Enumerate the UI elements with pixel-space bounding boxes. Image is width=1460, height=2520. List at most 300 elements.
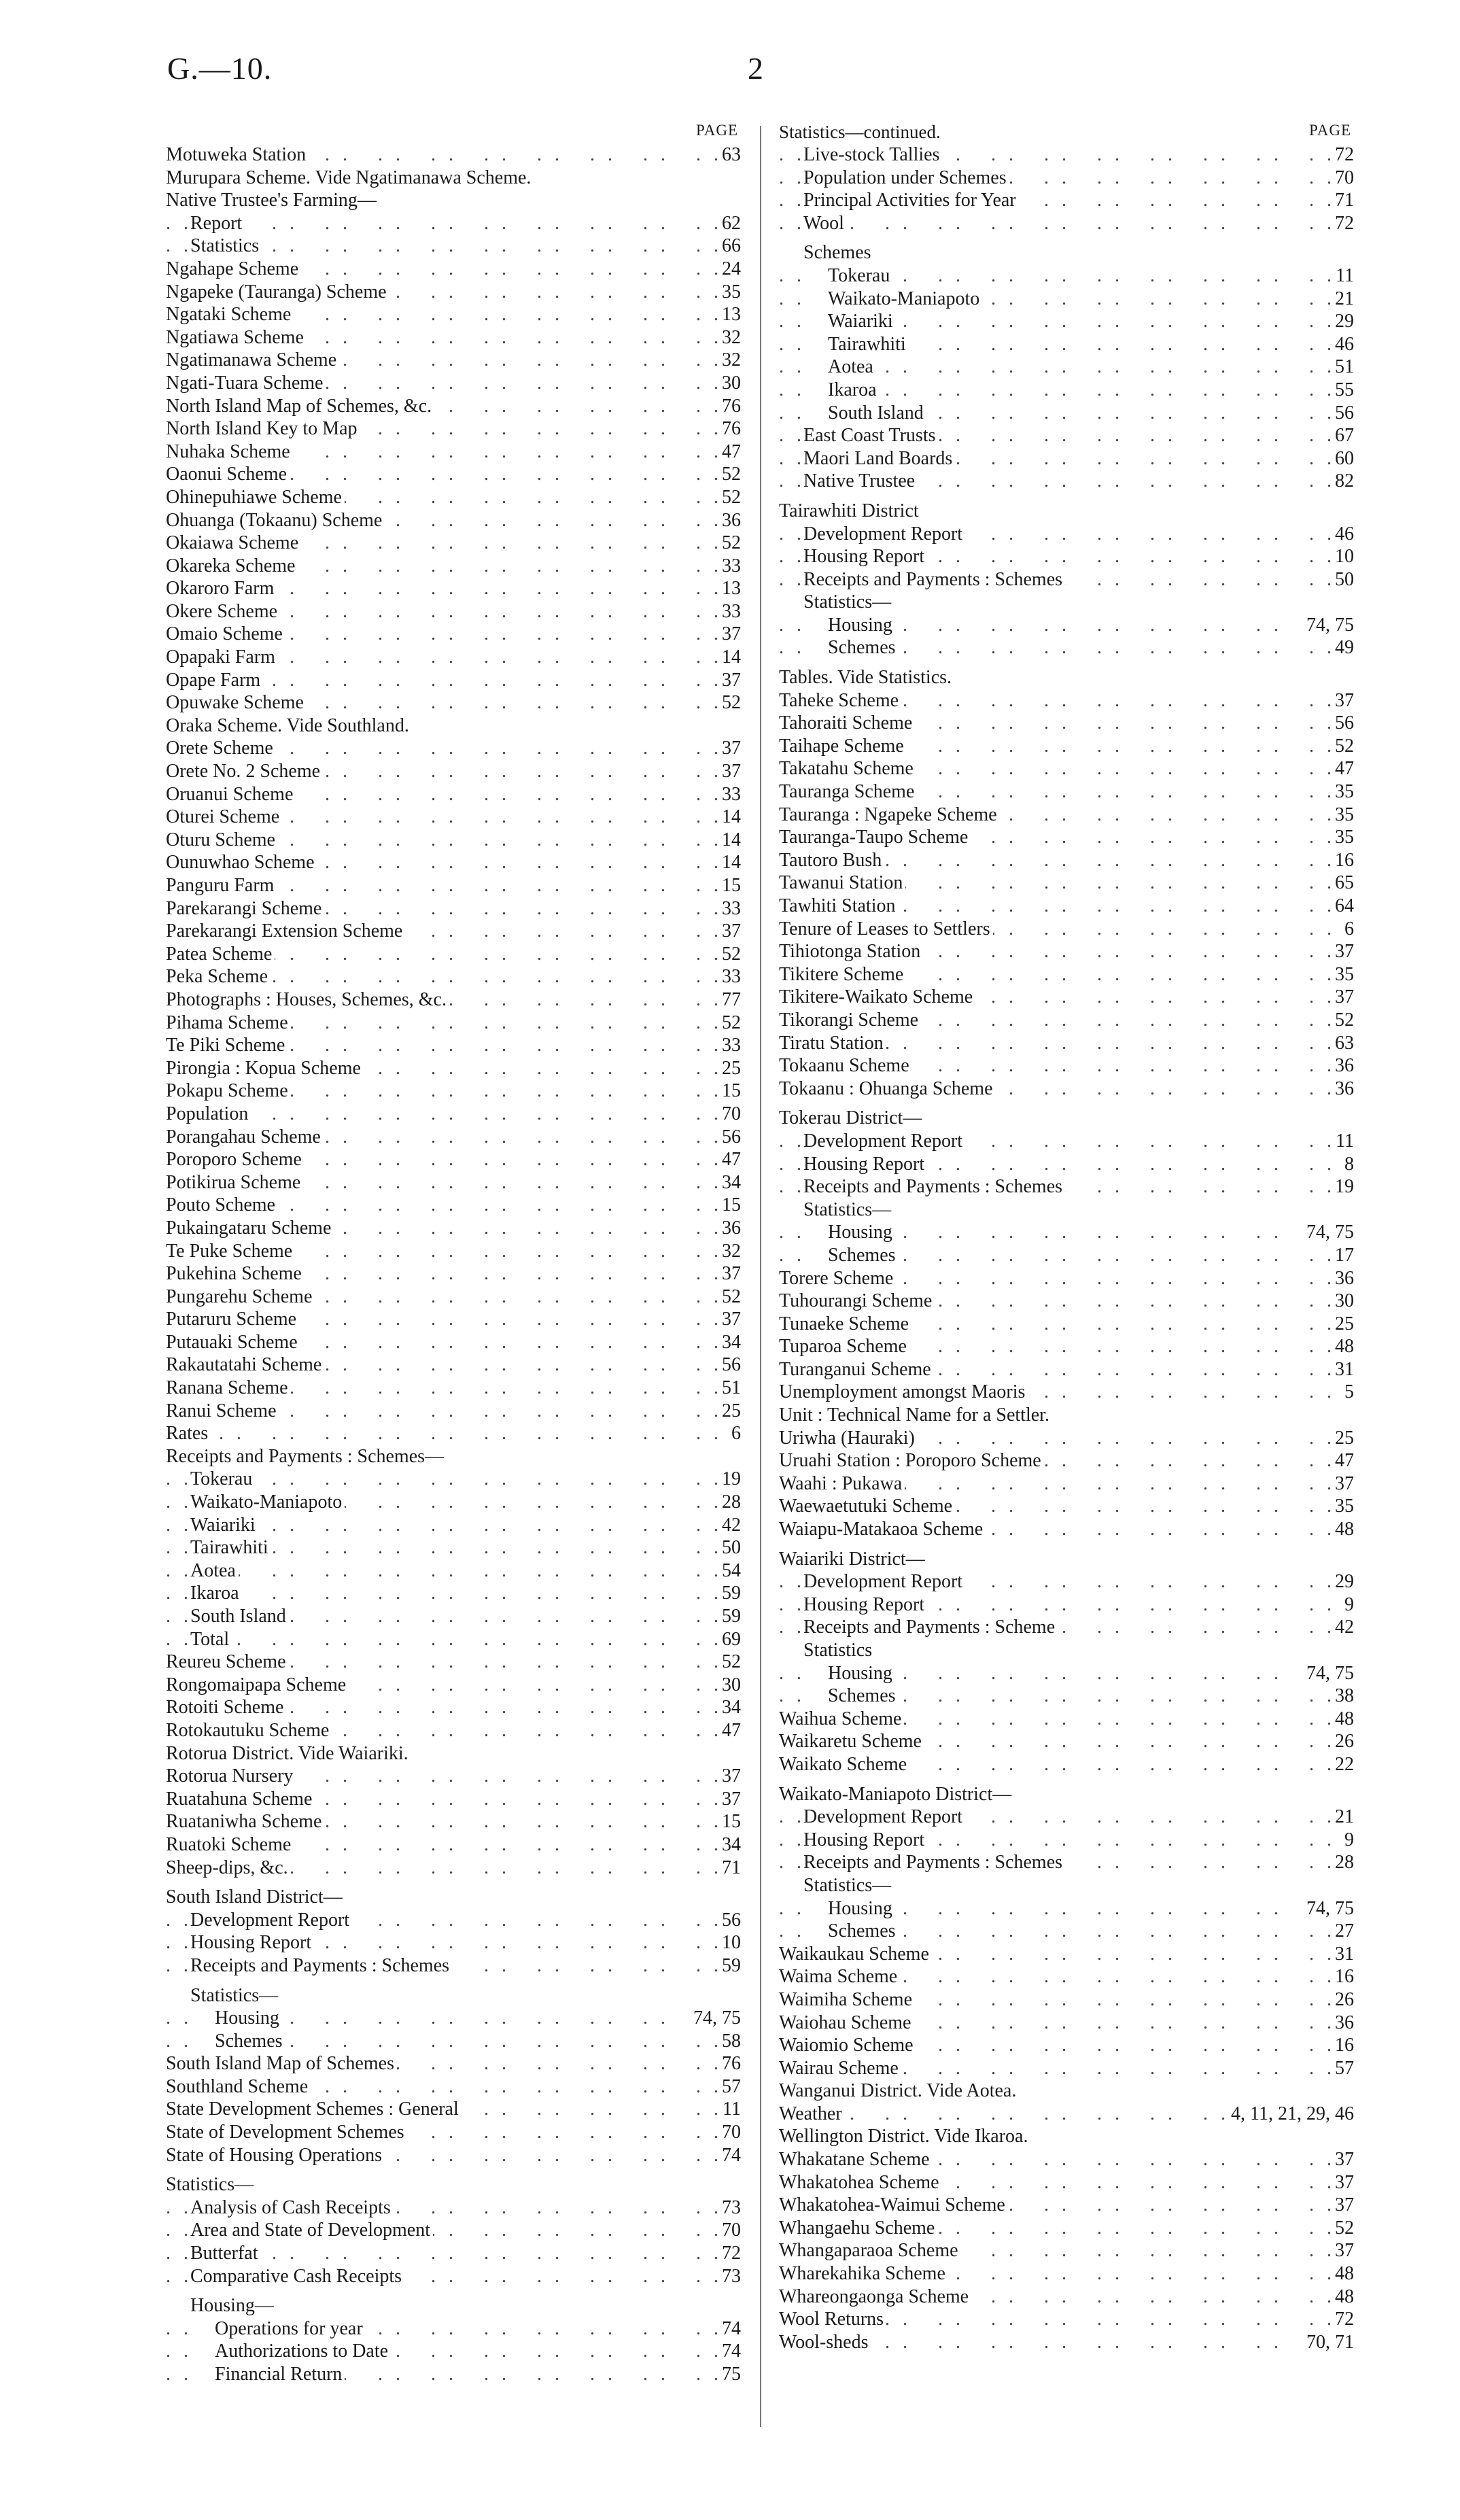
entry-page: 35: [1332, 780, 1354, 804]
index-entry: [779, 167, 1354, 190]
entry-title: . . Housing: [215, 2007, 282, 2030]
index-entry: [779, 500, 1354, 523]
entry-title: . . Live-stock Tallies: [803, 143, 942, 167]
entry-page: 16: [1332, 1965, 1354, 1988]
entry-page: 65: [1332, 871, 1354, 895]
entry-title: . . Whareongaonga Scheme: [779, 2285, 971, 2309]
entry-title: . . Waikato-Maniapoto: [828, 288, 982, 311]
index-entry: [779, 986, 1354, 1009]
index-entry: [166, 1400, 741, 1423]
index-entry: [166, 1605, 741, 1628]
entry-page: 4, 11, 21, 29, 46: [1228, 2103, 1354, 2126]
index-entry: [779, 591, 1354, 614]
index-entry: [166, 509, 741, 532]
entry-page: 33: [719, 965, 741, 988]
index-entry: [779, 849, 1354, 872]
entry-page: 52: [719, 486, 741, 509]
entry-page: 37: [719, 920, 741, 943]
entry-page: 58: [719, 2030, 741, 2053]
entry-page: 36: [1332, 2012, 1354, 2035]
entry-title: Wellington District. Vide Ikaroa.: [779, 2125, 1030, 2148]
entry-title: . . Ngati-Tuara Scheme: [166, 372, 326, 395]
entry-title: . . Whakatohea-Waimui Scheme: [779, 2194, 1008, 2217]
entry-page: 46: [1332, 523, 1354, 546]
entry-page: 59: [719, 1582, 741, 1605]
entry-title: Tables. Vide Statistics.: [779, 666, 954, 689]
entry-title: . . Tunaeke Scheme: [779, 1313, 911, 1336]
entry-page: 74: [719, 2317, 741, 2341]
entry-page: 14: [719, 806, 741, 829]
entry-title: . . Tikorangi Scheme: [779, 1009, 921, 1032]
index-entry: [779, 470, 1354, 493]
index-entry: [779, 2034, 1354, 2057]
index-entry: [166, 1262, 741, 1285]
entry-page: 11: [720, 2098, 741, 2121]
entry-page: 33: [719, 783, 741, 806]
entry-title: . . Pirongia : Kopua Scheme: [166, 1057, 364, 1080]
entry-page: 22: [1332, 1753, 1354, 1776]
entry-page: 17: [1332, 1244, 1354, 1267]
index-entry: [779, 1381, 1354, 1404]
entry-title: . . Area and State of Development: [190, 2219, 433, 2242]
index-entry: [779, 2194, 1354, 2217]
entry-title: . . Putaruru Scheme: [166, 1308, 299, 1331]
entry-title: Waikato-Maniapoto District—: [779, 1783, 1014, 1806]
index-entry: [779, 636, 1354, 659]
entry-page: 35: [1332, 963, 1354, 986]
entry-page: 52: [719, 532, 741, 555]
index-entry: [779, 424, 1354, 447]
continued-heading: Statistics—continued.: [779, 122, 941, 142]
index-entry: [166, 1377, 741, 1400]
index-entry: [779, 1708, 1354, 1731]
entry-page: 74, 75: [1304, 1897, 1354, 1920]
index-entry: [166, 2219, 741, 2242]
entry-page: 36: [1332, 1054, 1354, 1077]
entry-title: . . Tikitere-Waikato Scheme: [779, 986, 975, 1009]
entry-page: 11: [1333, 264, 1354, 288]
entry-title: . . Ngatiawa Scheme: [166, 326, 307, 349]
entry-page: 11: [1333, 1130, 1354, 1153]
index-entry: [779, 2125, 1354, 2148]
index-entry: [779, 1518, 1354, 1541]
entry-title: . . Turanganui Scheme: [779, 1358, 934, 1381]
entry-page: 16: [1332, 2034, 1354, 2057]
index-entry: [166, 441, 741, 464]
entry-page: 51: [1332, 356, 1354, 379]
entry-title: . . Receipts and Payments : Schemes: [803, 568, 1065, 591]
entry-page: 48: [1332, 1518, 1354, 1541]
entry-title: . . Waima Scheme: [779, 1965, 900, 1988]
entry-title: . . Porangahau Scheme: [166, 1126, 324, 1149]
index-entry: [779, 1897, 1354, 1920]
entry-title: . . Development Report: [190, 1909, 352, 1932]
index-entry: [779, 1198, 1354, 1222]
entry-title: . . Oruanui Scheme: [166, 783, 296, 806]
index-entry: [779, 2057, 1354, 2080]
entry-title: . . Tenure of Leases to Settlers: [779, 918, 993, 941]
index-entry: [779, 189, 1354, 212]
index-entry: [779, 2331, 1354, 2354]
page-number: 2: [748, 51, 763, 86]
entry-title: . . Rotokautuku Scheme: [166, 1719, 332, 1742]
entry-title: Receipts and Payments : Schemes—: [166, 1445, 447, 1468]
index-entry: [166, 1445, 741, 1468]
entry-title: Schemes: [803, 241, 874, 264]
entry-page: 32: [719, 1240, 741, 1263]
entry-page: 21: [1332, 1806, 1354, 1829]
index-entry: [166, 623, 741, 646]
index-entry: [166, 1886, 741, 1909]
entry-page: 59: [719, 1605, 741, 1628]
entry-page: 37: [1332, 2148, 1354, 2171]
index-entry: [779, 1153, 1354, 1176]
entry-page: 52: [1332, 2217, 1354, 2240]
entry-page: 74, 75: [1304, 1221, 1354, 1244]
index-entry: [779, 1267, 1354, 1290]
entry-page: 56: [719, 1909, 741, 1932]
index-entry: [779, 1009, 1354, 1032]
entry-title: . . Housing: [828, 614, 895, 637]
index-entry: [166, 143, 741, 167]
entry-title: . . Torere Scheme: [779, 1267, 896, 1290]
entry-title: . . Ngahape Scheme: [166, 258, 301, 281]
entry-page: 24: [719, 258, 741, 281]
entry-title: Tokerau District—: [779, 1107, 924, 1130]
entry-title: . . Ohinepuhiawe Scheme: [166, 486, 345, 509]
entry-title: . . Sheep-dips, &c.: [166, 1857, 291, 1880]
entry-title: . . Tuhourangi Scheme: [779, 1290, 935, 1313]
entry-title: . . Putauaki Scheme: [166, 1331, 300, 1354]
entry-title: . . Tahoraiti Scheme: [779, 712, 915, 735]
entry-page: 15: [719, 1194, 741, 1217]
entry-title: . . Development Report: [803, 1806, 965, 1829]
index-entry: [779, 568, 1354, 591]
entry-page: 52: [719, 1012, 741, 1035]
index-entry: [779, 826, 1354, 849]
entry-title: Statistics—: [803, 591, 894, 614]
entry-title: . . Waikato Scheme: [779, 1753, 909, 1776]
entry-title: . . Aotea: [828, 356, 876, 379]
index-entry: [779, 143, 1354, 167]
entry-page: 56: [1332, 402, 1354, 425]
index-entry: [166, 2317, 741, 2341]
entry-title: . . Waewaetutuki Scheme: [779, 1495, 955, 1518]
index-entry: [166, 943, 741, 966]
entry-page: 32: [719, 326, 741, 349]
entry-title: . . Ruataniwha Scheme: [166, 1810, 324, 1833]
index-entry: [166, 714, 741, 738]
entry-title: . . Oaonui Scheme: [166, 463, 290, 486]
entry-title: Statistics—: [166, 2173, 256, 2196]
index-entry: [779, 1548, 1354, 1571]
index-entry: [166, 806, 741, 829]
entry-title: . . Housing Report: [803, 1593, 927, 1617]
entry-page: 26: [1332, 1730, 1354, 1753]
entry-title: . . Waiariki: [190, 1514, 258, 1537]
entry-title: . . Pihama Scheme: [166, 1012, 291, 1035]
entry-title: . . Southland Scheme: [166, 2075, 311, 2099]
entry-title: . . Pokapu Scheme: [166, 1080, 291, 1103]
entry-title: . . Wool-sheds: [779, 2331, 871, 2354]
index-entry: [779, 1130, 1354, 1153]
entry-page: 51: [719, 1377, 741, 1400]
entry-page: 72: [719, 2242, 741, 2265]
index-entry: [166, 669, 741, 692]
index-entry: [166, 874, 741, 897]
entry-title: . . Ranui Scheme: [166, 1400, 279, 1423]
index-entry: [779, 1965, 1354, 1988]
index-entry: [166, 1491, 741, 1514]
entry-title: . . Population: [166, 1103, 251, 1126]
index-entries-right: [779, 143, 1354, 2353]
entry-page: 47: [719, 1148, 741, 1171]
entry-title: . . Waiapu-Matakaoa Scheme: [779, 1518, 986, 1541]
index-entry: [166, 1696, 741, 1719]
index-entry: [779, 1495, 1354, 1518]
entry-page: 63: [719, 143, 741, 167]
entry-title: . . Ruatahuna Scheme: [166, 1788, 315, 1811]
entry-page: 35: [719, 281, 741, 304]
entry-title: . . Rakautatahi Scheme: [166, 1353, 324, 1377]
entry-title: . . North Island Map of Schemes, &c.: [166, 395, 434, 418]
entry-title: . . Patea Scheme: [166, 943, 275, 966]
entry-page: 57: [719, 2075, 741, 2099]
entry-page: 5: [1342, 1381, 1354, 1404]
entry-page: 13: [719, 577, 741, 600]
index-entry: [166, 463, 741, 486]
entry-title: Statistics—: [803, 1874, 894, 1897]
entry-title: . . Taheke Scheme: [779, 689, 901, 712]
entry-title: . . Wharekahika Scheme: [779, 2262, 948, 2285]
entry-page: 47: [719, 441, 741, 464]
index-entry: [166, 303, 741, 326]
entry-page: 48: [1332, 2262, 1354, 2285]
entry-title: . . Waiomio Scheme: [779, 2034, 916, 2057]
entry-title: . . Butterfat: [190, 2242, 261, 2265]
index-entry: [779, 963, 1354, 986]
index-entry: [166, 2173, 741, 2196]
entry-title: . . Rotoiti Scheme: [166, 1696, 286, 1719]
index-entry: [166, 326, 741, 349]
entry-title: . . Tawhiti Station: [779, 895, 898, 918]
entry-title: . . Ngatimanawa Scheme: [166, 349, 339, 372]
entry-title: . . Pouto Scheme: [166, 1194, 278, 1217]
entry-title: . . Ngataki Scheme: [166, 303, 294, 326]
index-entry: [779, 288, 1354, 311]
index-entry: [779, 895, 1354, 918]
entry-page: 30: [1332, 1290, 1354, 1313]
index-entry: [166, 1034, 741, 1057]
entry-page: 52: [719, 1285, 741, 1309]
index-entry: [166, 1240, 741, 1263]
entry-page: 36: [1332, 1077, 1354, 1101]
index-entry: [779, 1730, 1354, 1753]
entry-page: 47: [1332, 1449, 1354, 1472]
entry-title: . . State of Development Schemes: [166, 2121, 407, 2144]
entry-page: 33: [719, 897, 741, 920]
column-header: [779, 119, 1354, 143]
index-entry: [166, 988, 741, 1012]
index-entry: [166, 1909, 741, 1932]
entry-title: . . Development Report: [803, 523, 965, 546]
entry-title: . . Reureu Scheme: [166, 1651, 289, 1674]
entry-page: 6: [1342, 918, 1354, 941]
index-entry: [779, 757, 1354, 780]
index-entry: [779, 1988, 1354, 2012]
entry-page: 54: [719, 1559, 741, 1583]
entry-page: 52: [1332, 735, 1354, 758]
entry-title: Waiariki District—: [779, 1548, 928, 1571]
entry-title: . . Ngapeke (Tauranga) Scheme: [166, 281, 389, 304]
index-entry: [166, 1984, 741, 2007]
index-entry: [779, 402, 1354, 425]
entry-page: 33: [719, 1034, 741, 1057]
entry-page: 52: [719, 943, 741, 966]
entry-page: 29: [1332, 310, 1354, 333]
index-entry: [779, 1335, 1354, 1358]
index-entry: [779, 1943, 1354, 1966]
entry-page: 60: [1332, 447, 1354, 470]
index-entry: [166, 2144, 741, 2167]
index-entry: [166, 2265, 741, 2288]
entry-title: Tairawhiti District: [779, 500, 922, 523]
entry-page: 25: [719, 1057, 741, 1080]
entry-page: 19: [719, 1468, 741, 1491]
entry-title: . . Pungarehu Scheme: [166, 1285, 315, 1309]
index-entry: [779, 1829, 1354, 1852]
entry-title: . . South Island: [828, 402, 926, 425]
index-entry: [779, 1616, 1354, 1639]
entry-page: 50: [1332, 568, 1354, 591]
entry-page: 67: [1332, 424, 1354, 447]
entry-page: 37: [1332, 1472, 1354, 1496]
entry-page: 30: [719, 372, 741, 395]
index-entry: [166, 1674, 741, 1697]
entry-page: 56: [1332, 712, 1354, 735]
entry-title: . . Rotorua Nursery: [166, 1765, 296, 1788]
entry-title: . . Tokaanu Scheme: [779, 1054, 912, 1077]
index-entry: [779, 2262, 1354, 2285]
index-entry: [166, 1954, 741, 1978]
index-entry: [166, 1126, 741, 1149]
index-entry: [779, 1851, 1354, 1874]
entry-page: 38: [1332, 1685, 1354, 1708]
entry-page: 28: [719, 1491, 741, 1514]
index-entry: [166, 1103, 741, 1126]
entry-page: 48: [1332, 1708, 1354, 1731]
index-entry: [779, 1290, 1354, 1313]
entry-title: . . South Island Map of Schemes: [166, 2052, 397, 2075]
entry-title: . . Maori Land Boards: [803, 447, 955, 470]
entry-title: Statistics—: [190, 1984, 281, 2007]
entry-page: 37: [719, 760, 741, 783]
entry-title: . . Wool: [803, 212, 847, 235]
entry-page: 37: [719, 1308, 741, 1331]
page-column-heading: PAGE: [1309, 122, 1351, 139]
entry-page: 21: [1332, 288, 1354, 311]
entry-title: . . Waiohau Scheme: [779, 2012, 914, 2035]
entry-title: . . Oturei Scheme: [166, 806, 282, 829]
entry-title: . . Waahi : Pukawa: [779, 1472, 905, 1496]
index-entry: [779, 871, 1354, 895]
entry-title: . . Receipts and Payments : Schemes: [803, 1175, 1065, 1198]
entry-page: 25: [1332, 1313, 1354, 1336]
index-entry: [166, 1468, 741, 1491]
index-entry: [779, 1874, 1354, 1897]
entry-title: . . Okaroro Farm: [166, 577, 277, 600]
entry-title: . . Development Report: [803, 1570, 965, 1593]
index-entry: [779, 735, 1354, 758]
index-entry: [779, 1449, 1354, 1472]
entry-page: 35: [1332, 826, 1354, 849]
entry-page: 72: [1332, 143, 1354, 167]
entry-page: 9: [1342, 1829, 1354, 1852]
index-entry: [779, 1244, 1354, 1267]
entry-title: . . Potikirua Scheme: [166, 1171, 303, 1194]
entry-title: . . Parekarangi Extension Scheme: [166, 920, 405, 943]
entry-page: 64: [1332, 895, 1354, 918]
entry-page: 73: [719, 2196, 741, 2220]
entry-title: . . Orete No. 2 Scheme: [166, 760, 323, 783]
entry-title: . . Report: [190, 212, 245, 235]
entry-title: . . Receipts and Payments : Schemes: [803, 1851, 1065, 1874]
entry-title: . . Te Puke Scheme: [166, 1240, 295, 1263]
index-entry: [166, 281, 741, 304]
entry-page: 70, 71: [1304, 2331, 1354, 2354]
index-entry: [166, 1012, 741, 1035]
entry-title: . . Pukehina Scheme: [166, 1262, 305, 1285]
entry-title: . . Waihua Scheme: [779, 1708, 904, 1731]
entry-title: Oraka Scheme. Vide Southland.: [166, 714, 412, 738]
entry-title: . . Rongomaipapa Scheme: [166, 1674, 349, 1697]
entry-page: 76: [719, 395, 741, 418]
index-entry: [166, 1057, 741, 1080]
entry-title: . . Ranana Scheme: [166, 1377, 291, 1400]
index-entry: [166, 1788, 741, 1811]
index-entry: [779, 1753, 1354, 1776]
index-entry: [779, 241, 1354, 264]
index-entry: [779, 940, 1354, 963]
entry-title: . . Pukaingataru Scheme: [166, 1217, 334, 1240]
entry-title: . . South Island: [190, 1605, 289, 1628]
index-entry: [779, 1358, 1354, 1381]
entry-title: . . Tokerau: [190, 1468, 255, 1491]
entry-title: . . Housing Report: [803, 1153, 927, 1176]
entry-title: . . State of Housing Operations: [166, 2144, 385, 2167]
entry-page: 37: [719, 1262, 741, 1285]
index-entry: [166, 1514, 741, 1537]
entry-page: 34: [719, 1331, 741, 1354]
entry-page: 74, 75: [1304, 1662, 1354, 1685]
entry-title: Wanganui District. Vide Aotea.: [779, 2079, 1019, 2103]
index-entry: [166, 897, 741, 920]
index-entry: [166, 258, 741, 281]
entry-title: . . Tairawhiti: [190, 1536, 271, 1559]
entry-title: . . Whakatane Scheme: [779, 2148, 933, 2171]
index-entry: [166, 2007, 741, 2030]
entry-page: 72: [1332, 212, 1354, 235]
entry-title: . . Whangaehu Scheme: [779, 2217, 937, 2240]
entry-page: 52: [1332, 1009, 1354, 1032]
entry-title: . . Tautoro Bush: [779, 849, 884, 872]
index-entry: [166, 1217, 741, 1240]
index-entry: [166, 1331, 741, 1354]
index-entry: [166, 760, 741, 783]
entry-title: . . Schemes: [828, 1244, 899, 1267]
index-entry: [779, 264, 1354, 288]
entry-title: . . Waimiha Scheme: [779, 1988, 915, 2012]
